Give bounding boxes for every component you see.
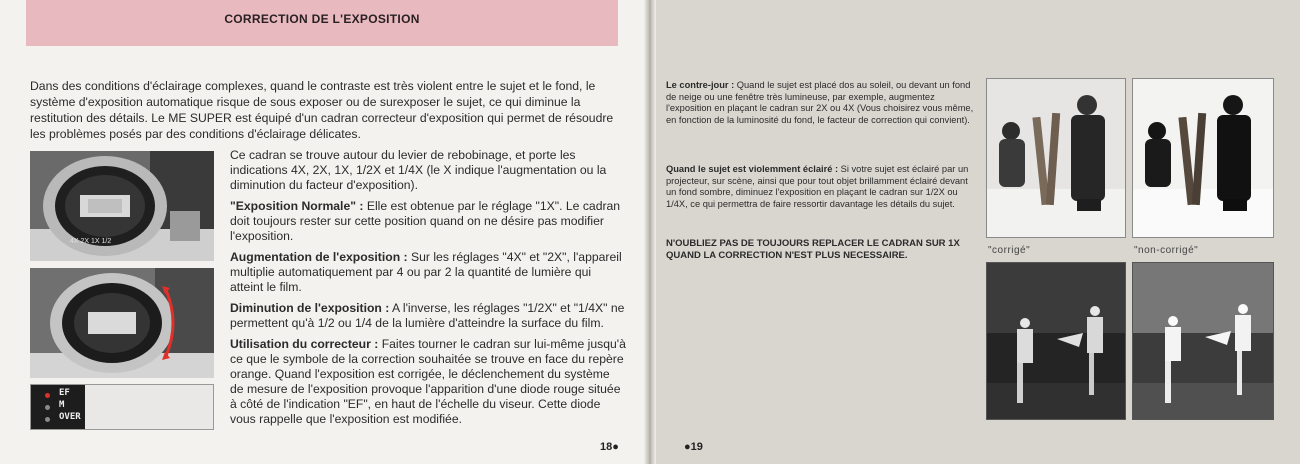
camera-dial-photo-rotation [30, 268, 214, 378]
led-icon [45, 405, 50, 410]
svg-text:4X 2X 1X 1/2: 4X 2X 1X 1/2 [70, 238, 112, 245]
led-icon [45, 417, 50, 422]
snow-photo-corrected [986, 78, 1126, 238]
corrector-usage-paragraph: Utilisation du correcteur : Faites tourner le cadran sur lui-même jusqu'à ce que le symbole de la correction souhaitée se trouve en face du repère orange. Quand l'exposition est corrigée, le déclenchement du système de mesure de l'exposition provoque l'apparition d'une diode rouge située à côté de l'indication "EF", en haut de l'échelle du viseur. Cette diode vous rappelle que l'exposition est modifiée. [230, 337, 626, 426]
label-ef: EF [59, 388, 70, 398]
normal-exposure-paragraph: "Exposition Normale" : Elle est obtenue par le réglage "1X". Le cadran doit toujours rester sur cette position quand on ne désire pas modifier l'exposition. [230, 199, 621, 243]
viewfinder-led-illustration [30, 384, 214, 430]
label-over: OVER [59, 412, 81, 422]
spotlight-paragraph: Quand le sujet est violemment éclairé : Si votre sujet est éclairé par un projecteur, sur scène, ainsi que pour tout objet brillamment éclairé devant un fond sombre, diminuez l'exposition en plaçant le cadran sur 1/2X ou 1/4X, ce qui permettra de faire ressortir davantage les détails du sujet. [666, 164, 969, 209]
backlight-paragraph: Le contre-jour : Quand le sujet est placé dos au soleil, ou devant un fond de neige ou une fenêtre très lumineuse, par exemple, augmentez l'exposition en plaçant le cadran sur 2X ou 4X (Vous choisirez vous même, en fonction de la luminosité du fond, le facteur de correction qui convient). [666, 80, 974, 125]
red-led-icon [45, 393, 50, 398]
stage-photo-uncorrected [1132, 262, 1274, 420]
viewfinder-labels [59, 387, 81, 423]
header-band [26, 0, 618, 46]
spotlight-heading: Quand le sujet est violemment éclairé : [666, 164, 839, 174]
explanation-column [230, 148, 626, 433]
caption-uncorrected: "non-corrigé" [1134, 245, 1199, 256]
label-m: M [59, 400, 65, 410]
increase-exposure-heading: Augmentation de l'exposition : [230, 250, 408, 264]
dial-description: Ce cadran se trouve autour du levier de rebobinage, et porte les indications 4X, 2X, 1X, 1/2X et 1/4X (le X indique l'augmentation ou la diminution du facteur d'exposition). [230, 148, 607, 192]
caption-corrected: "corrigé" [988, 245, 1031, 256]
decrease-exposure-heading: Diminution de l'exposition : [230, 301, 390, 315]
page-title: CORRECTION DE L'EXPOSITION [224, 12, 420, 26]
backlight-heading: Le contre-jour : [666, 80, 735, 90]
increase-exposure-paragraph: Augmentation de l'exposition : Sur les réglages "4X" et "2X", l'appareil multiplie automatiquement par 4 ou par 2 la quantité de lumière qui atteint le film. [230, 250, 622, 294]
reminder-notice: N'OUBLIEZ PAS DE TOUJOURS REPLACER LE CADRAN SUR 1X QUAND LA CORRECTION N'EST PLUS NECESSAIRE. [666, 238, 960, 261]
corrector-usage-heading: Utilisation du correcteur : [230, 337, 379, 351]
viewfinder-scale [31, 385, 85, 429]
stage-photo-corrected [986, 262, 1126, 420]
page-number-right: ●19 [684, 441, 703, 453]
snow-photo-uncorrected [1132, 78, 1274, 238]
left-page [0, 0, 648, 464]
camera-dial-photo-normal [30, 151, 214, 261]
decrease-exposure-paragraph: Diminution de l'exposition : A l'inverse, les réglages "1/2X" et "1/4X" ne permettent qu'à 1/2 ou 1/4 de la lumière d'atteindre la surface du film. [230, 301, 625, 330]
page-number-left: 18● [600, 441, 619, 453]
intro-paragraph: Dans des conditions d'éclairage complexes, quand le contraste est très violent entre le sujet et le fond, le système d'exposition automatique risque de sous exposer ou de surexposer le sujet, ce qui diminue la restitution des détails. Le ME SUPER est équipé d'un cadran correcteur d'exposition qui permet de résoudre les problèmes posés par des conditions d'éclairage délicates. [30, 79, 614, 141]
normal-exposure-heading: "Exposition Normale" : [230, 199, 364, 213]
